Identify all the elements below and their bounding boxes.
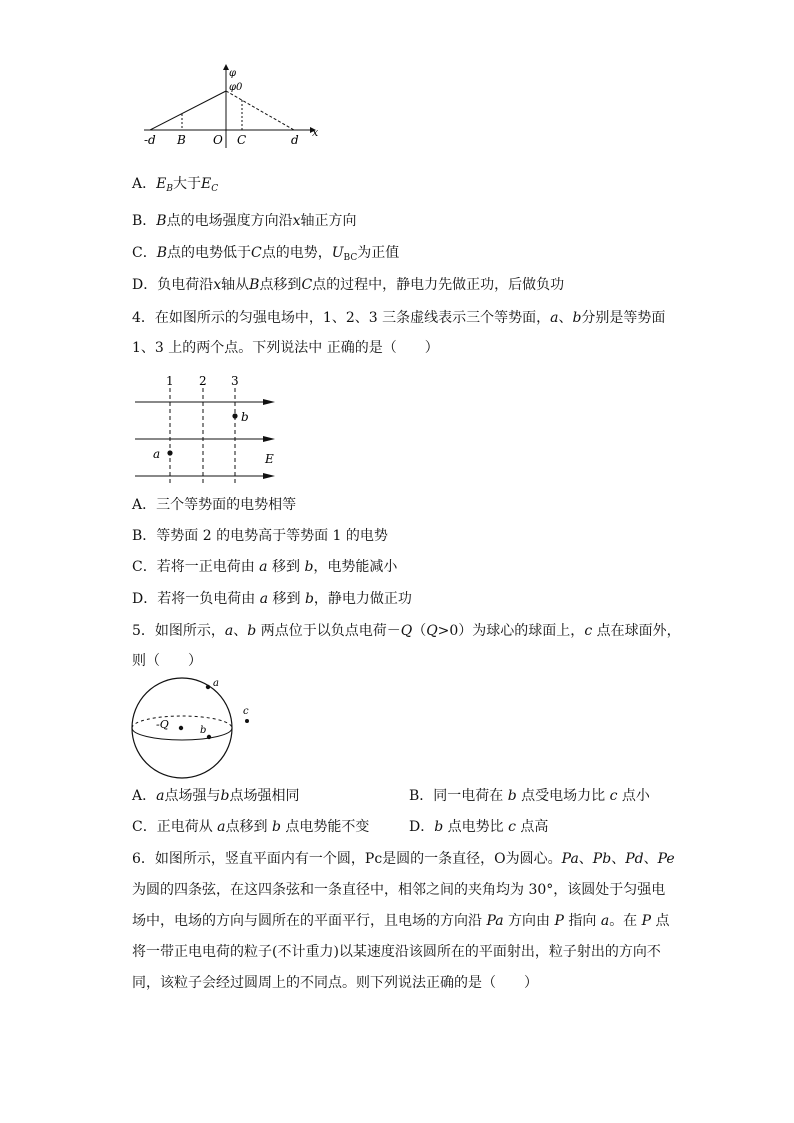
q5-option-b [409, 786, 650, 806]
symbol-a: a [259, 591, 269, 607]
q6-line-2: 为圆的四条弦，在这四条弦和一条直径中，相邻之间的夹角均为 30°，该圆处于匀强电 [132, 882, 666, 898]
symbol-u: U [331, 245, 344, 261]
option-text: 点场强与 [164, 788, 221, 804]
q4-option-a: A．三个等势面的电势相等 [132, 497, 297, 513]
symbol-b: b [572, 310, 582, 326]
option-text: 点电势能不变 [280, 819, 370, 835]
symbol-p: P [641, 913, 652, 929]
stem-text: 指向 [563, 913, 601, 929]
symbol-a: a [224, 623, 234, 639]
field-e-label: E [265, 452, 274, 466]
option-text: 点的电场强度方向沿 [166, 213, 293, 229]
stem-text: 6．如图所示，竖直平面内有一个圆，Pc是圆的一条直径，O为圆心。 [132, 851, 562, 867]
option-text: 为正值 [357, 245, 400, 261]
option-prefix: B． [132, 213, 157, 229]
q6-line-4: 将一带正电电荷的粒子(不计重力)以某速度沿该圆所在的平面射出，粒子射出的方向不 [132, 944, 661, 960]
option-text: 点电势比 [443, 819, 509, 835]
q5-stem-line-1 [132, 621, 681, 641]
symbol-b: B [249, 277, 260, 293]
tick-o: O [213, 133, 223, 147]
uniform-field-figure [133, 372, 283, 490]
charge-dot [179, 726, 183, 730]
stem-text: 、 [643, 851, 658, 867]
option-text: D．若将一负电荷由 [132, 591, 260, 607]
q3-option-a [132, 174, 218, 199]
subscript-b: B [166, 184, 173, 194]
q4-stem-line-1 [132, 308, 665, 328]
symbol-b: b [271, 819, 281, 835]
option-text: C．正电荷从 [132, 819, 218, 835]
tick-b: B [177, 133, 186, 147]
symbol-x: x [213, 277, 222, 293]
equipotential-label-2: 2 [199, 374, 207, 388]
symbol-b: b [304, 591, 314, 607]
symbol-pa: Pa [486, 913, 504, 929]
stem-text: 4．在如图所示的匀强电场中，1、2、3 三条虚线表示三个等势面， [132, 310, 551, 326]
stem-text: >0）为球心的球面上， [437, 623, 585, 639]
x-label: x [312, 126, 319, 139]
symbol-c: c [609, 788, 618, 804]
stem-text: 方向由 [503, 913, 555, 929]
q6-line-1 [132, 849, 675, 869]
q3-option-c [132, 243, 399, 268]
symbol-q: Q [400, 623, 413, 639]
symbol-a: a [217, 819, 226, 835]
option-text: 轴从 [221, 277, 250, 293]
point-a-label: a [213, 678, 219, 689]
q4-stem-line-2: 1、3 上的两个点。下列说法中 正确的是（ ） [132, 340, 439, 356]
symbol-pe: Pe [657, 851, 675, 867]
left-slope [150, 91, 226, 130]
option-text: 点高 [515, 819, 549, 835]
point-a-dot [167, 450, 172, 455]
q5-option-c [132, 817, 369, 837]
q3-option-d [132, 275, 564, 295]
stem-text: 、 [233, 623, 248, 639]
equipotential-label-1: 1 [166, 374, 174, 388]
point-b-label: b [200, 725, 207, 736]
q5-option-a [132, 786, 299, 806]
symbol-e: E [156, 176, 167, 192]
stem-text: （ [412, 623, 427, 639]
stem-text: 场中，电场的方向与圆所在的平面平行，且电场的方向沿 [132, 913, 487, 929]
option-text: 点场强相同 [229, 788, 300, 804]
symbol-pb: Pb [592, 851, 612, 867]
symbol-c: c [508, 819, 516, 835]
option-text: D．负电荷沿 [132, 277, 214, 293]
stem-text: 两点位于以负点电荷－ [256, 623, 401, 639]
q6-line-5: 同，该粒子会经过圆周上的不同点。则下列说法正确的是（ ） [132, 975, 538, 991]
q5-stem-line-2: 则（ ） [132, 653, 202, 669]
option-text: 点移到 [225, 819, 272, 835]
stem-text: 。在 [609, 913, 642, 929]
stem-text: 点 [651, 913, 670, 929]
symbol-c: C [301, 277, 313, 293]
symbol-b: b [247, 623, 257, 639]
symbol-x: x [292, 213, 301, 229]
subscript-c: C [211, 184, 219, 194]
equipotential-label-3: 3 [231, 374, 239, 388]
tick-d: d [291, 133, 299, 147]
symbol-b: b [220, 788, 230, 804]
q4-option-b: B．等势面 2 的电势高于等势面 1 的电势 [132, 528, 388, 544]
point-b-label: b [241, 410, 249, 424]
stem-text: 分别是等势面 [581, 310, 666, 326]
option-prefix: C． [132, 245, 157, 261]
point-a-label: a [153, 447, 161, 461]
stem-text: 点在球面外， [592, 623, 681, 639]
option-text: ，电势能减小 [313, 559, 398, 575]
symbol-a: a [156, 788, 165, 804]
phi-label: φ [229, 68, 237, 79]
charge-label: -Q [156, 718, 169, 731]
symbol-c: c [584, 623, 593, 639]
option-text: A． [132, 788, 157, 804]
symbol-e: E [200, 176, 212, 192]
symbol-b: b [434, 819, 444, 835]
symbol-a: a [550, 310, 559, 326]
symbol-pd: Pd [625, 851, 644, 867]
symbol-b: B [156, 213, 167, 229]
symbol-a: a [259, 559, 268, 575]
field-arrow-top [263, 399, 275, 405]
option-text: 大于 [172, 176, 201, 192]
symbol-a: a [600, 913, 610, 929]
stem-text: 、 [578, 851, 593, 867]
subscript-bc: BC [343, 253, 358, 263]
q4-option-d [132, 589, 412, 609]
symbol-c: C [251, 245, 262, 261]
option-prefix: A． [132, 176, 157, 192]
potential-graph [138, 62, 338, 152]
symbol-q: Q [426, 623, 438, 639]
option-text: ，静电力做正功 [313, 591, 412, 607]
option-text: 点受电场力比 [516, 788, 610, 804]
stem-text: 5．如图所示， [132, 623, 225, 639]
option-text: B．同一电荷在 [409, 788, 508, 804]
tick-c: C [237, 133, 247, 147]
option-text: 点小 [617, 788, 650, 804]
point-b-dot [232, 413, 237, 418]
symbol-b: b [507, 788, 517, 804]
point-c-dot [245, 719, 249, 723]
field-arrow-bottom [263, 473, 275, 479]
field-arrow-middle [263, 436, 275, 442]
option-text: 移到 [268, 591, 305, 607]
point-b-dot [207, 735, 211, 739]
q3-option-b [132, 211, 357, 231]
sphere-figure [130, 674, 260, 784]
symbol-b: b [304, 559, 314, 575]
stem-text: 、 [611, 851, 626, 867]
stem-text: 、 [558, 310, 573, 326]
q5-option-d [409, 817, 548, 837]
symbol-p: P [554, 913, 564, 929]
option-text: 移到 [267, 559, 305, 575]
option-text: 点的电势低于 [167, 245, 252, 261]
option-text: 轴正方向 [300, 213, 357, 229]
q6-line-3 [132, 911, 670, 931]
option-text: 点的过程中，静电力先做正功，后做负功 [312, 277, 565, 293]
option-text: C．若将一正电荷由 [132, 559, 260, 575]
option-text: 点的电势， [261, 245, 332, 261]
symbol-pa: Pa [561, 851, 579, 867]
symbol-b: B [156, 245, 168, 261]
phi0-label: φ0 [229, 82, 243, 93]
option-text: D． [409, 819, 435, 835]
q4-option-c [132, 557, 397, 577]
tick-neg-d: -d [144, 133, 156, 147]
point-c-label: c [243, 706, 249, 717]
option-text: 点移到 [259, 277, 302, 293]
right-slope [226, 91, 294, 130]
point-a-dot [206, 685, 210, 689]
